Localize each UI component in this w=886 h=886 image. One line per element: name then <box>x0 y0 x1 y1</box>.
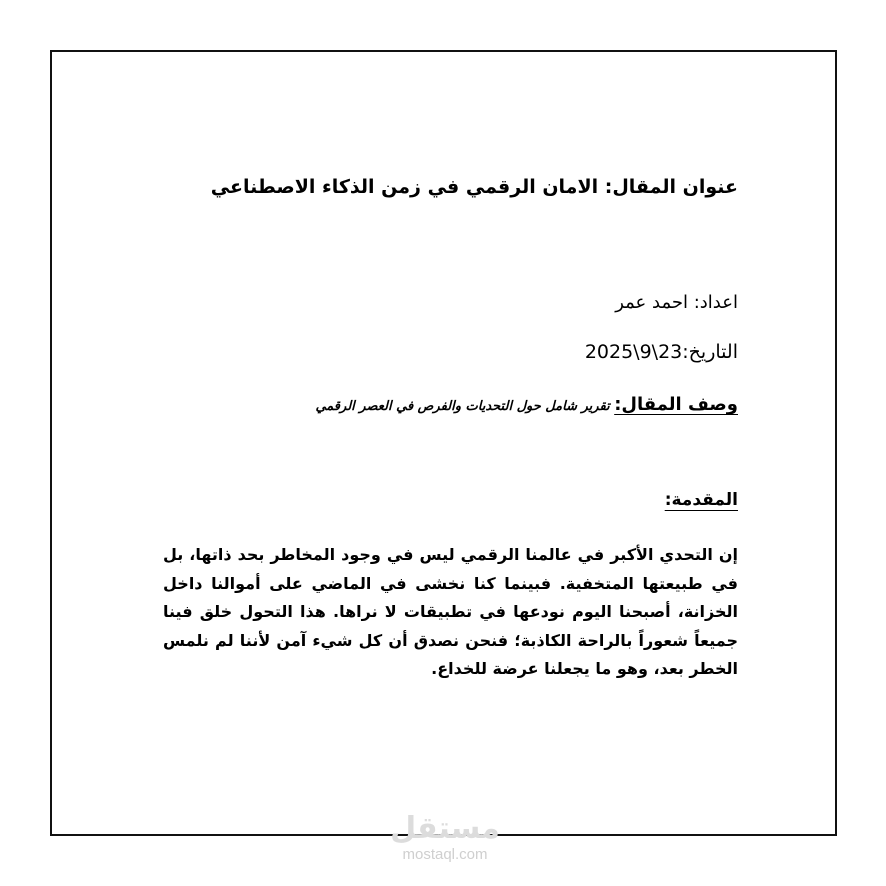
author-line: اعداد: احمد عمر <box>615 292 738 313</box>
page-frame <box>50 50 837 836</box>
introduction-heading: المقدمة: <box>664 490 738 510</box>
description-line <box>315 394 738 415</box>
date-line: التاريخ:23\9\2025 <box>584 341 738 363</box>
description-value: تقرير شامل حول التحديات والفرص في العصر الرقمي <box>315 399 615 414</box>
watermark-logo-arabic: مستقل <box>390 811 500 846</box>
introduction-body: إن التحدي الأكبر في عالمنا الرقمي ليس في وجود المخاطر بحد ذاتها، بل في طبيعتها المتخفية. فبينما كنا نخشى في الماضي على أموالنا داخل الخزانة، أصبحنا اليوم نودعها في تطبيقات لا نراها. هذا التحول خلق فينا جميعاً شعوراً بالراحة الكاذبة؛ فنحن نصدق أن كل شيء آمن لأننا لم نلمس الخطر بعد، وهو ما يجعلنا عرضة للخداع. <box>163 545 738 678</box>
article-title: عنوان المقال: الامان الرقمي في زمن الذكاء الاصطناعي <box>210 176 738 198</box>
watermark-url: mostaql.com <box>402 846 488 863</box>
description-label: وصف المقال: <box>614 394 738 415</box>
